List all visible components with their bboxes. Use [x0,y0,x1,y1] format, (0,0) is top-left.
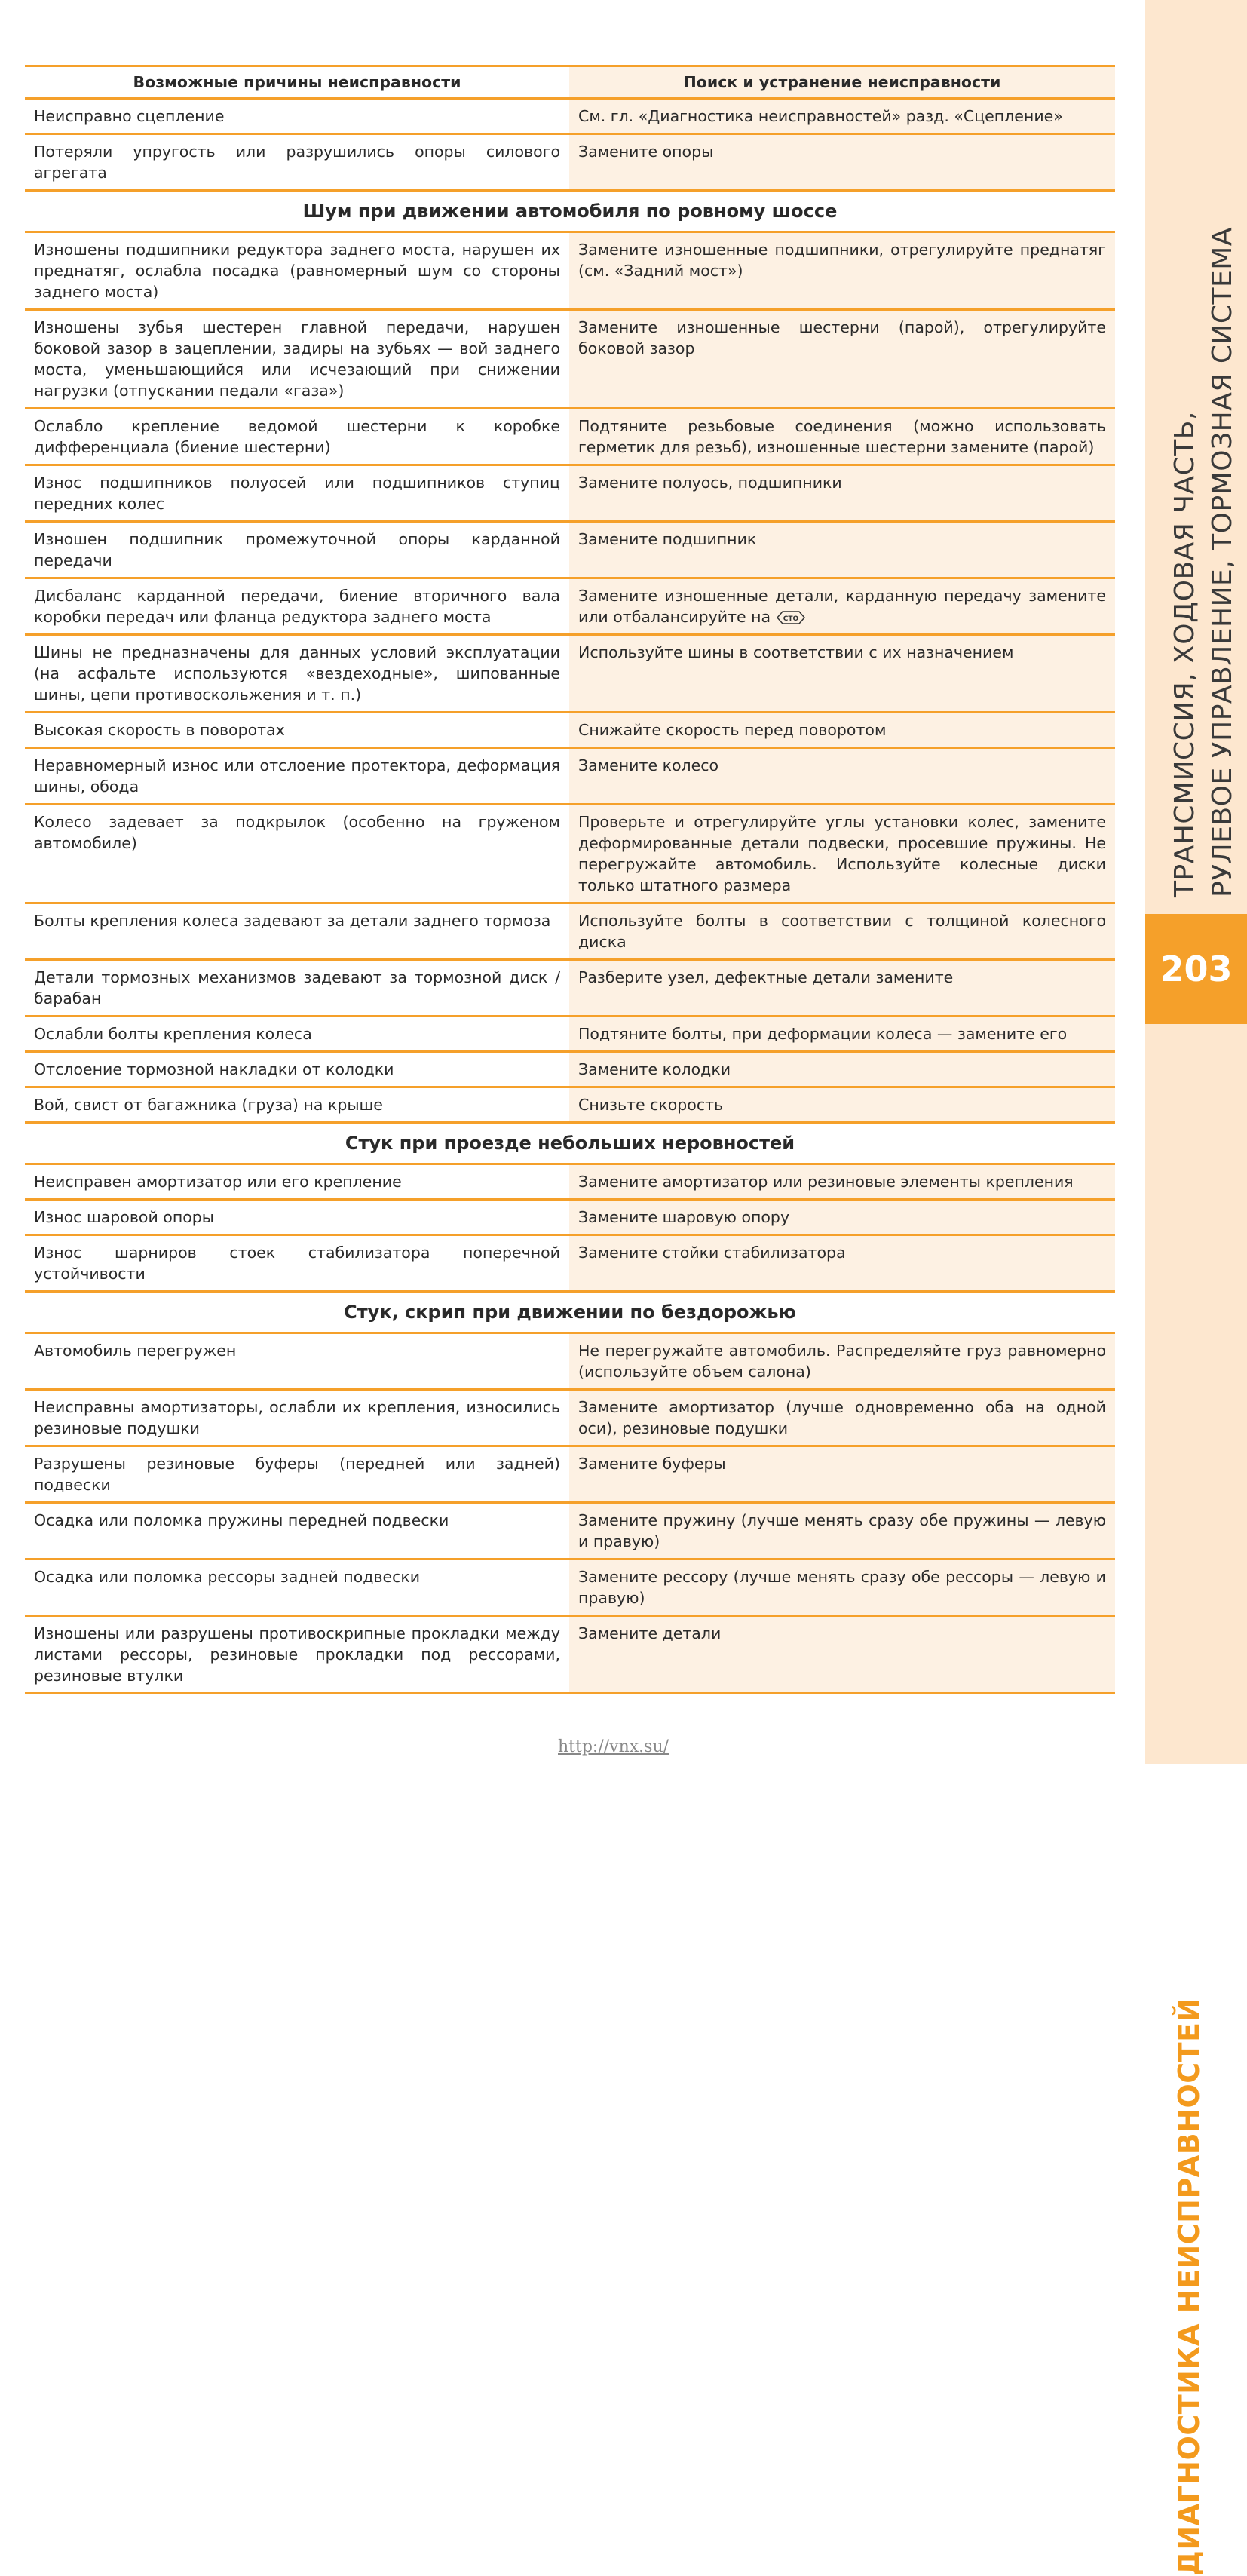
table-row [25,636,1115,713]
remedy-cell [569,579,1115,633]
sidebar [1145,0,1247,2576]
chapter-title-line2: РУЛЕВОЕ УПРАВЛЕНИЕ, ТОРМОЗНАЯ СИСТЕМА [1207,227,1238,897]
remedy-text: Замените колодки [578,1060,731,1078]
cause-cell: Автомобиль перегружен [34,1342,237,1360]
remedy-text: Замените пружину (лучше менять сразу обе пружины — левую и правую) [578,1511,1106,1550]
remedy-cell [569,1017,1115,1050]
remedy-text: Подтяните резьбовые соединения (можно использовать герметик для резьб), изношенные шестерни замените (парой) [578,417,1106,456]
remedy-text: Подтяните болты, при деформации колеса — замените его [578,1025,1068,1043]
section-heading: Стук, скрип при движении по бездорожью [25,1293,1115,1334]
table-row [25,1391,1115,1447]
cause-cell: Ослабло крепление ведомой шестерни к коробке дифференциала (биение шестерни) [34,417,560,456]
cause-cell: Неисправно сцепление [34,107,225,125]
remedy-cell [569,523,1115,577]
cause-cell: Детали тормозных механизмов задевают за тормозной диск / барабан [34,968,560,1007]
page-number: 203 [1145,914,1247,1024]
table-row [25,1201,1115,1236]
remedy-cell [569,1504,1115,1558]
cause-cell: Болты крепления колеса задевают за детали заднего тормоза [34,912,551,930]
table-row [25,1617,1115,1694]
table-row [25,523,1115,579]
table-row [25,749,1115,805]
cause-cell: Износ шаровой опоры [34,1208,214,1226]
table-row [25,579,1115,636]
remedy-cell [569,311,1115,407]
remedy-cell [569,1236,1115,1290]
remedy-text: Замените изношенные детали, карданную передачу замените или отбалансируйте на [578,587,1106,626]
table-row [25,805,1115,904]
remedy-cell [569,805,1115,902]
header-remedies: Поиск и устранение неисправности [569,67,1115,97]
cause-cell: Изношены подшипники редуктора заднего моста, нарушен их преднатяг, ослабла посадка (равномерный шум со стороны заднего моста) [34,241,560,301]
table-row [25,1447,1115,1504]
cause-cell: Изношены зубья шестерен главной передачи, нарушен боковой зазор в зацеплении, задиры на зубьях — вой заднего моста, уменьшающийся или исчезающий при снижении нагрузки (отпускании педали «газа») [34,318,560,400]
remedy-text: См. гл. «Диагностика неисправностей» разд. «Сцепление» [578,107,1063,125]
cause-cell: Осадка или поломка рессоры задней подвески [34,1568,421,1586]
remedy-cell [569,1391,1115,1445]
remedy-text: Разберите узел, дефектные детали замените [578,968,954,986]
table-row [25,1017,1115,1053]
table-row [25,100,1115,135]
row-group [25,100,1115,192]
diagnostics-table [25,65,1115,1694]
remedy-text: Замените колесо [578,756,719,774]
cause-cell: Ослабли болты крепления колеса [34,1025,312,1043]
cause-cell: Неисправен амортизатор или его крепление [34,1173,402,1191]
remedy-text: Замените стойки стабилизатора [578,1244,846,1262]
remedy-text: Замените детали [578,1624,722,1642]
remedy-text: Не перегружайте автомобиль. Распределяйте груз равномерно (используйте объем салона) [578,1342,1106,1381]
remedy-text: Замените изношенные шестерни (парой), отрегулируйте боковой зазор [578,318,1106,357]
cause-cell: Вой, свист от багажника (груза) на крыше [34,1096,383,1114]
remedy-cell [569,100,1115,133]
cause-cell: Дисбаланс карданной передачи, биение вторичного вала коробки передач или фланца редуктора заднего моста [34,587,560,626]
table-row [25,904,1115,961]
remedy-text: Замените полуось, подшипники [578,474,842,492]
remedy-cell [569,961,1115,1015]
remedy-cell [569,749,1115,803]
remedy-text: Снизьте скорость [578,1096,724,1114]
cause-cell: Неисправны амортизаторы, ослабли их крепления, износились резиновые подушки [34,1398,560,1437]
table-row [25,135,1115,192]
cause-cell: Шины не предназначены для данных условий эксплуатации (на асфальте используются «вездеходные», шипованные шины, цепи противоскольжения и т. п.) [34,643,560,704]
remedy-text: Замените рессору (лучше менять сразу обе рессоры — левую и правую) [578,1568,1106,1607]
cause-cell: Износ подшипников полуосей или подшипников ступиц передних колес [34,474,560,513]
remedy-text: Проверьте и отрегулируйте углы установки колес, замените деформированные детали подвески, просевшие пружины. Не перегружайте автомобиль. Используйте колесные диски только штатного размера [578,813,1106,894]
table-row [25,1053,1115,1088]
cause-cell: Изношен подшипник промежуточной опоры карданной передачи [34,530,560,569]
cause-cell: Отслоение тормозной накладки от колодки [34,1060,394,1078]
remedy-text: Замените изношенные подшипники, отрегулируйте преднатяг (см. «Задний мост») [578,241,1106,280]
remedy-cell [569,636,1115,711]
remedy-text: Замените амортизатор или резиновые элементы крепления [578,1173,1074,1191]
remedy-text: Используйте шины в соответствии с их назначением [578,643,1014,661]
chapter-title [1166,227,1242,897]
header-causes: Возможные причины неисправности [133,73,461,91]
table-header [25,65,1115,100]
table-row [25,233,1115,311]
service-station-label: СТО [783,615,798,623]
remedy-text: Замените шаровую опору [578,1208,790,1226]
table-row [25,311,1115,409]
cause-cell: Высокая скорость в поворотах [34,721,285,739]
section-band [1145,1024,1247,2576]
remedy-cell [569,135,1115,189]
remedy-cell [569,1334,1115,1388]
remedy-text: Замените подшипник [578,530,757,548]
table-row [25,1334,1115,1391]
row-group [25,233,1115,1124]
section-heading: Стук при проезде небольших неровностей [25,1124,1115,1165]
cause-cell: Потеряли упругость или разрушились опоры силового агрегата [34,143,560,182]
section-heading: Шум при движении автомобиля по ровному шоссе [25,192,1115,233]
remedy-cell [569,713,1115,747]
remedy-cell [569,1053,1115,1086]
cause-cell: Разрушены резиновые буферы (передней или задней) подвески [34,1455,560,1494]
table-row [25,1504,1115,1560]
table-row [25,961,1115,1017]
remedy-cell [569,1447,1115,1501]
cause-cell: Неравномерный износ или отслоение протектора, деформация шины, обода [34,756,560,796]
table-row [25,1088,1115,1124]
row-group [25,1165,1115,1293]
table-row [25,1165,1115,1201]
table-row [25,713,1115,749]
remedy-text: Замените опоры [578,143,714,161]
remedy-cell [569,1617,1115,1692]
cause-cell: Изношены или разрушены противоскрипные прокладки между листами рессоры, резиновые прокладки под рессорами, резиновые втулки [34,1624,560,1685]
section-title: ДИАГНОСТИКА НЕИСПРАВНОСТЕЙ [1172,1998,1206,2576]
row-group [25,1334,1115,1694]
chapter-band [1145,0,1247,914]
table-row [25,466,1115,523]
service-station-icon [776,610,806,625]
remedy-cell [569,409,1115,464]
remedy-cell [569,1560,1115,1615]
cause-cell: Осадка или поломка пружины передней подвески [34,1511,449,1529]
remedy-cell [569,1165,1115,1198]
table-row [25,1236,1115,1293]
remedy-text: Снижайте скорость перед поворотом [578,721,887,739]
remedy-text: Используйте болты в соответствии с толщиной колесного диска [578,912,1106,951]
remedy-text: Замените буферы [578,1455,726,1473]
table-row [25,409,1115,466]
cause-cell: Колесо задевает за подкрылок (особенно на груженом автомобиле) [34,813,560,852]
remedy-cell [569,904,1115,958]
remedy-cell [569,233,1115,308]
remedy-text: Замените амортизатор (лучше одновременно оба на одной оси), резиновые подушки [578,1398,1106,1437]
chapter-title-line1: ТРАНСМИССИЯ, ХОДОВАЯ ЧАСТЬ, [1169,411,1200,897]
remedy-cell [569,1088,1115,1121]
cause-cell: Износ шарниров стоек стабилизатора поперечной устойчивости [34,1244,560,1283]
footer-url[interactable]: http://vnx.su/ [558,1737,669,1756]
remedy-cell [569,1201,1115,1234]
remedy-cell [569,466,1115,520]
table-row [25,1560,1115,1617]
